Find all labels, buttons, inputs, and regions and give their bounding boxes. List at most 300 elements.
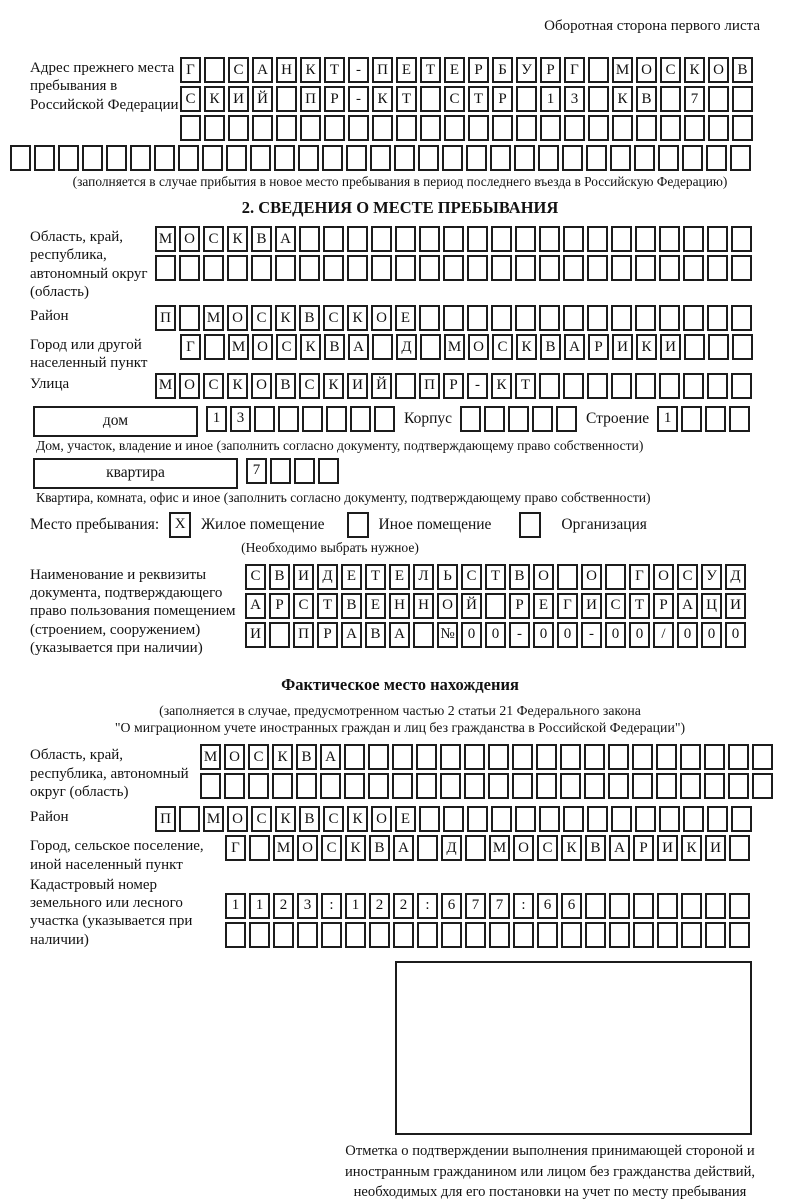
char-cell[interactable]: О [224,744,245,770]
char-cell[interactable]: О [371,305,392,331]
char-cell[interactable] [82,145,103,171]
char-cell[interactable] [587,806,608,832]
char-cell[interactable] [729,406,750,432]
char-cell[interactable] [323,255,344,281]
char-cell[interactable]: А [320,744,341,770]
char-cell[interactable] [302,406,323,432]
char-cell[interactable]: О [252,334,273,360]
char-cell[interactable] [681,922,702,948]
char-cell[interactable]: С [660,57,681,83]
char-cell[interactable]: Р [653,593,674,619]
char-cell[interactable] [491,305,512,331]
char-cell[interactable]: 0 [557,622,578,648]
char-cell[interactable] [537,922,558,948]
char-cell[interactable]: О [468,334,489,360]
char-cell[interactable]: 0 [677,622,698,648]
char-cell[interactable] [729,893,750,919]
char-cell[interactable] [372,334,393,360]
char-cell[interactable] [299,226,320,252]
char-cell[interactable] [684,115,705,141]
char-cell[interactable]: 3 [297,893,318,919]
char-cell[interactable] [272,773,293,799]
checkbox-zhiloe[interactable]: X [169,512,191,538]
char-cell[interactable] [299,255,320,281]
char-cell[interactable] [249,922,270,948]
char-cell[interactable] [540,115,561,141]
char-cell[interactable]: В [275,373,296,399]
char-cell[interactable] [707,373,728,399]
char-cell[interactable] [658,145,679,171]
char-cell[interactable] [656,744,677,770]
char-cell[interactable] [561,922,582,948]
char-cell[interactable] [393,922,414,948]
char-cell[interactable] [585,893,606,919]
char-cell[interactable]: 3 [564,86,585,112]
char-cell[interactable] [707,806,728,832]
char-cell[interactable] [489,922,510,948]
char-cell[interactable]: 2 [273,893,294,919]
char-cell[interactable]: - [509,622,530,648]
char-cell[interactable] [488,773,509,799]
char-cell[interactable]: Й [371,373,392,399]
char-cell[interactable]: : [513,893,534,919]
char-cell[interactable] [515,305,536,331]
char-cell[interactable]: О [513,835,534,861]
char-cell[interactable]: 0 [605,622,626,648]
char-cell[interactable]: О [251,373,272,399]
char-cell[interactable] [348,115,369,141]
char-cell[interactable]: С [323,806,344,832]
char-cell[interactable]: И [725,593,746,619]
char-cell[interactable] [708,115,729,141]
char-cell[interactable]: 7 [246,458,267,484]
char-cell[interactable] [444,115,465,141]
char-cell[interactable]: К [275,806,296,832]
char-cell[interactable]: К [275,305,296,331]
char-cell[interactable] [704,773,725,799]
char-cell[interactable]: К [227,373,248,399]
char-cell[interactable]: В [585,835,606,861]
char-cell[interactable] [370,145,391,171]
char-cell[interactable] [633,922,654,948]
char-cell[interactable]: К [681,835,702,861]
char-cell[interactable] [752,744,773,770]
char-cell[interactable] [563,226,584,252]
char-cell[interactable] [395,373,416,399]
char-cell[interactable] [732,334,753,360]
char-cell[interactable]: О [371,806,392,832]
char-cell[interactable]: Н [276,57,297,83]
char-cell[interactable]: К [491,373,512,399]
char-cell[interactable]: Д [725,564,746,590]
char-cell[interactable]: С [537,835,558,861]
char-cell[interactable]: 0 [701,622,722,648]
char-cell[interactable]: К [204,86,225,112]
char-cell[interactable] [154,145,175,171]
char-cell[interactable] [731,305,752,331]
char-cell[interactable] [106,145,127,171]
char-cell[interactable] [10,145,31,171]
char-cell[interactable] [659,305,680,331]
char-cell[interactable]: И [293,564,314,590]
char-cell[interactable] [443,255,464,281]
char-cell[interactable] [204,115,225,141]
char-cell[interactable] [705,922,726,948]
char-cell[interactable] [443,305,464,331]
char-cell[interactable] [155,255,176,281]
char-cell[interactable] [707,305,728,331]
char-cell[interactable]: - [348,86,369,112]
char-cell[interactable]: О [533,564,554,590]
char-cell[interactable]: / [653,622,674,648]
char-cell[interactable] [683,373,704,399]
char-cell[interactable] [346,145,367,171]
char-cell[interactable] [269,622,290,648]
char-cell[interactable]: С [323,305,344,331]
char-cell[interactable]: И [228,86,249,112]
char-cell[interactable]: Г [180,334,201,360]
char-cell[interactable]: К [612,86,633,112]
char-cell[interactable] [254,406,275,432]
char-cell[interactable] [514,145,535,171]
char-cell[interactable]: 0 [629,622,650,648]
char-cell[interactable] [467,255,488,281]
char-cell[interactable] [294,458,315,484]
char-cell[interactable]: Й [461,593,482,619]
char-cell[interactable] [395,226,416,252]
char-cell[interactable]: П [155,806,176,832]
char-cell[interactable] [419,226,440,252]
char-cell[interactable]: У [516,57,537,83]
char-cell[interactable]: М [203,305,224,331]
char-cell[interactable]: Р [317,622,338,648]
char-cell[interactable] [350,406,371,432]
char-cell[interactable] [635,373,656,399]
char-cell[interactable]: С [677,564,698,590]
char-cell[interactable]: Т [629,593,650,619]
char-cell[interactable] [513,922,534,948]
char-cell[interactable] [608,773,629,799]
char-cell[interactable]: С [321,835,342,861]
char-cell[interactable]: К [323,373,344,399]
char-cell[interactable] [730,145,751,171]
char-cell[interactable] [466,145,487,171]
char-cell[interactable]: А [609,835,630,861]
char-cell[interactable]: О [227,305,248,331]
char-cell[interactable] [371,255,392,281]
char-cell[interactable] [345,922,366,948]
char-cell[interactable]: В [341,593,362,619]
char-cell[interactable]: И [612,334,633,360]
char-cell[interactable]: А [393,835,414,861]
char-cell[interactable]: М [155,373,176,399]
char-cell[interactable]: К [272,744,293,770]
char-cell[interactable] [536,744,557,770]
char-cell[interactable] [442,145,463,171]
char-cell[interactable]: 1 [345,893,366,919]
char-cell[interactable] [660,115,681,141]
char-cell[interactable] [441,922,462,948]
char-cell[interactable]: : [417,893,438,919]
char-cell[interactable] [490,145,511,171]
char-cell[interactable] [396,115,417,141]
char-cell[interactable]: 0 [533,622,554,648]
char-cell[interactable] [634,145,655,171]
char-cell[interactable] [440,744,461,770]
char-cell[interactable]: С [248,744,269,770]
char-cell[interactable]: В [369,835,390,861]
char-cell[interactable]: М [444,334,465,360]
char-cell[interactable] [368,773,389,799]
char-cell[interactable] [538,145,559,171]
char-cell[interactable]: М [612,57,633,83]
char-cell[interactable]: Е [395,806,416,832]
char-cell[interactable] [632,773,653,799]
char-cell[interactable] [491,255,512,281]
char-cell[interactable]: 0 [461,622,482,648]
char-cell[interactable]: Д [317,564,338,590]
char-cell[interactable] [588,86,609,112]
char-cell[interactable] [252,115,273,141]
char-cell[interactable]: Т [365,564,386,590]
char-cell[interactable] [610,145,631,171]
char-cell[interactable] [683,806,704,832]
char-cell[interactable] [683,305,704,331]
char-cell[interactable] [179,806,200,832]
char-cell[interactable] [392,773,413,799]
char-cell[interactable] [731,806,752,832]
char-cell[interactable] [179,305,200,331]
char-cell[interactable] [413,622,434,648]
char-cell[interactable] [585,922,606,948]
char-cell[interactable]: Й [252,86,273,112]
char-cell[interactable]: В [365,622,386,648]
char-cell[interactable]: 0 [485,622,506,648]
char-cell[interactable] [728,773,749,799]
char-cell[interactable]: О [708,57,729,83]
char-cell[interactable]: 1 [225,893,246,919]
char-cell[interactable] [248,773,269,799]
char-cell[interactable] [180,115,201,141]
char-cell[interactable]: И [347,373,368,399]
char-cell[interactable]: С [251,806,272,832]
char-cell[interactable]: И [581,593,602,619]
char-cell[interactable] [178,145,199,171]
char-cell[interactable] [731,226,752,252]
char-cell[interactable] [443,806,464,832]
char-cell[interactable] [204,334,225,360]
char-cell[interactable] [515,806,536,832]
char-cell[interactable] [321,922,342,948]
char-cell[interactable]: А [564,334,585,360]
char-cell[interactable] [564,115,585,141]
char-cell[interactable]: В [509,564,530,590]
char-cell[interactable]: С [492,334,513,360]
char-cell[interactable]: А [245,593,266,619]
char-cell[interactable] [465,835,486,861]
char-cell[interactable] [609,922,630,948]
char-cell[interactable]: 7 [684,86,705,112]
char-cell[interactable] [460,406,481,432]
char-cell[interactable]: А [275,226,296,252]
char-cell[interactable]: С [276,334,297,360]
char-cell[interactable] [374,406,395,432]
checkbox-inoe[interactable] [347,512,369,538]
char-cell[interactable]: Е [365,593,386,619]
char-cell[interactable]: К [684,57,705,83]
char-cell[interactable]: 1 [249,893,270,919]
char-cell[interactable]: № [437,622,458,648]
char-cell[interactable]: О [653,564,674,590]
char-cell[interactable] [539,373,560,399]
char-cell[interactable] [532,406,553,432]
char-cell[interactable]: Т [468,86,489,112]
char-cell[interactable] [512,773,533,799]
char-cell[interactable]: Е [396,57,417,83]
char-cell[interactable]: Р [633,835,654,861]
char-cell[interactable]: М [200,744,221,770]
char-cell[interactable]: Т [396,86,417,112]
char-cell[interactable] [249,835,270,861]
char-cell[interactable] [392,744,413,770]
char-cell[interactable]: 1 [657,406,678,432]
char-cell[interactable] [680,744,701,770]
char-cell[interactable] [347,255,368,281]
char-cell[interactable] [228,115,249,141]
char-cell[interactable] [516,86,537,112]
char-cell[interactable] [660,86,681,112]
char-cell[interactable]: В [540,334,561,360]
char-cell[interactable] [344,744,365,770]
char-cell[interactable] [179,255,200,281]
char-cell[interactable]: К [561,835,582,861]
char-cell[interactable] [300,115,321,141]
char-cell[interactable] [323,226,344,252]
char-cell[interactable]: : [321,893,342,919]
char-cell[interactable]: 0 [725,622,746,648]
char-cell[interactable] [344,773,365,799]
char-cell[interactable] [491,806,512,832]
char-cell[interactable]: - [467,373,488,399]
char-cell[interactable]: В [732,57,753,83]
char-cell[interactable] [464,773,485,799]
char-cell[interactable] [706,145,727,171]
char-cell[interactable]: М [203,806,224,832]
char-cell[interactable] [562,145,583,171]
char-cell[interactable]: 2 [393,893,414,919]
char-cell[interactable]: 3 [230,406,251,432]
char-cell[interactable] [440,773,461,799]
char-cell[interactable] [611,806,632,832]
char-cell[interactable]: К [347,806,368,832]
char-cell[interactable]: Ц [701,593,722,619]
char-cell[interactable] [636,115,657,141]
char-cell[interactable] [484,406,505,432]
char-cell[interactable]: О [179,373,200,399]
char-cell[interactable] [203,255,224,281]
char-cell[interactable] [539,226,560,252]
char-cell[interactable] [608,744,629,770]
char-cell[interactable] [587,226,608,252]
char-cell[interactable] [276,86,297,112]
char-cell[interactable]: О [179,226,200,252]
char-cell[interactable]: 6 [441,893,462,919]
char-cell[interactable]: В [269,564,290,590]
char-cell[interactable] [656,773,677,799]
char-cell[interactable] [372,115,393,141]
char-cell[interactable]: С [203,373,224,399]
char-cell[interactable] [318,458,339,484]
char-cell[interactable]: И [660,334,681,360]
char-cell[interactable]: Н [389,593,410,619]
char-cell[interactable] [508,406,529,432]
char-cell[interactable]: П [419,373,440,399]
char-cell[interactable]: Р [492,86,513,112]
char-cell[interactable] [729,922,750,948]
char-cell[interactable] [732,115,753,141]
char-cell[interactable] [705,406,726,432]
char-cell[interactable]: М [155,226,176,252]
char-cell[interactable] [324,115,345,141]
char-cell[interactable] [467,305,488,331]
char-cell[interactable]: С [444,86,465,112]
char-cell[interactable] [275,255,296,281]
char-cell[interactable]: И [705,835,726,861]
char-cell[interactable]: П [155,305,176,331]
char-cell[interactable]: О [636,57,657,83]
char-cell[interactable]: К [516,334,537,360]
char-cell[interactable] [416,773,437,799]
char-cell[interactable]: А [389,622,410,648]
char-cell[interactable]: В [299,806,320,832]
char-cell[interactable] [563,305,584,331]
char-cell[interactable] [417,835,438,861]
char-cell[interactable] [347,226,368,252]
char-cell[interactable]: Д [441,835,462,861]
char-cell[interactable] [250,145,271,171]
char-cell[interactable]: О [297,835,318,861]
char-cell[interactable]: С [203,226,224,252]
char-cell[interactable] [420,86,441,112]
char-cell[interactable] [227,255,248,281]
char-cell[interactable] [611,305,632,331]
char-cell[interactable]: Т [515,373,536,399]
char-cell[interactable] [635,255,656,281]
char-cell[interactable]: О [227,806,248,832]
char-cell[interactable] [371,226,392,252]
char-cell[interactable]: Е [395,305,416,331]
char-cell[interactable]: О [581,564,602,590]
char-cell[interactable] [588,57,609,83]
char-cell[interactable]: Ь [437,564,458,590]
char-cell[interactable] [276,115,297,141]
char-cell[interactable]: 1 [206,406,227,432]
char-cell[interactable] [420,334,441,360]
char-cell[interactable] [659,226,680,252]
char-cell[interactable]: С [245,564,266,590]
char-cell[interactable] [251,255,272,281]
char-cell[interactable] [485,593,506,619]
char-cell[interactable] [225,922,246,948]
char-cell[interactable] [681,893,702,919]
char-cell[interactable] [516,115,537,141]
char-cell[interactable]: К [347,305,368,331]
char-cell[interactable]: П [300,86,321,112]
char-cell[interactable] [587,305,608,331]
char-cell[interactable] [419,806,440,832]
char-cell[interactable] [611,226,632,252]
char-cell[interactable]: Т [485,564,506,590]
